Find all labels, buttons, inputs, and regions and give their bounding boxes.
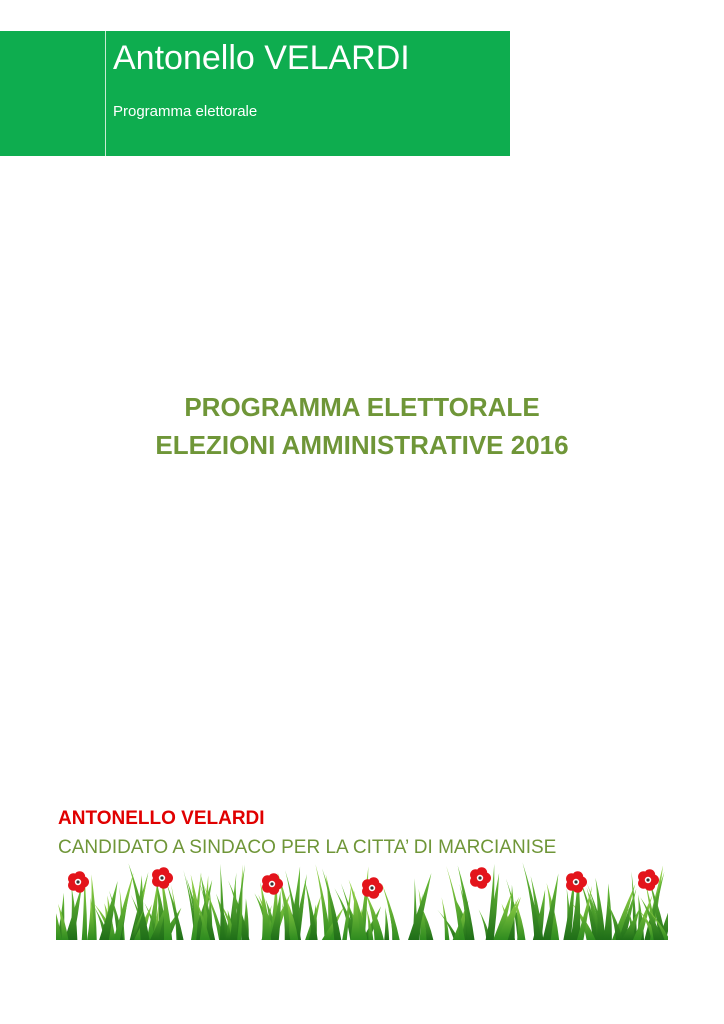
grass-blade [220, 864, 225, 940]
red-flower [362, 877, 383, 898]
red-flower [152, 867, 173, 888]
grass-blade [446, 866, 465, 940]
grass-blade [381, 883, 399, 940]
red-flower [470, 867, 491, 888]
header-divider [105, 31, 106, 156]
header-band [0, 31, 510, 156]
document-subtitle: Programma elettorale [113, 103, 258, 120]
main-title [0, 388, 724, 464]
grass-blade [522, 862, 541, 940]
red-flower [638, 869, 659, 890]
grass-flowers-illustration [56, 862, 668, 940]
red-flower [262, 873, 283, 894]
candidate-role: CANDIDATO A SINDACO PER LA CITTA’ DI MARCIANISE [58, 837, 557, 858]
document-author-title: Antonello VELARDI [113, 39, 410, 77]
main-title-line-2: ELEZIONI AMMINISTRATIVE 2016 [155, 430, 569, 460]
grass-blade [384, 907, 389, 940]
candidate-name: ANTONELLO VELARDI [58, 808, 265, 829]
grass-blade [603, 883, 612, 940]
main-title-line-1: PROGRAMMA ELETTORALE [184, 392, 540, 422]
grass-blade [442, 897, 450, 940]
red-flower [68, 871, 89, 892]
